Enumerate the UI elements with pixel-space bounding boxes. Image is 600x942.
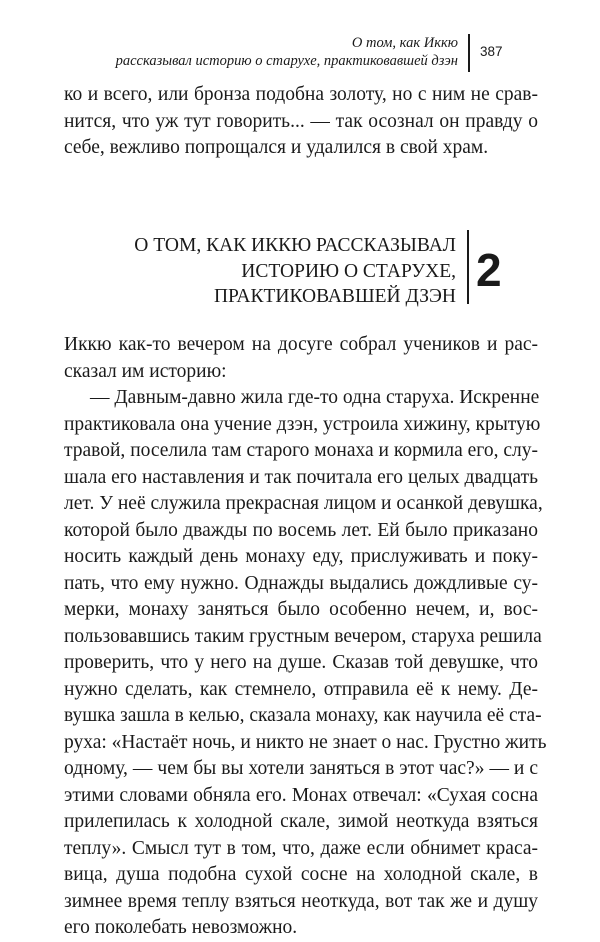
text-line: пать, что ему нужно. Однажды выдались дождливые су- [64, 572, 538, 594]
page-number: 387 [480, 44, 503, 59]
text-line: его поколебать невозможно. [64, 917, 298, 938]
text-line: сказал им историю: [64, 360, 227, 382]
text-line: себе, вежливо попрощался и удалился в свой храм. [64, 137, 489, 158]
text-line: лет. У неё служила прекрасная лицом и осанкой девушка, [64, 493, 543, 514]
text-line: которой было дважды по восемь лет. Ей было приказано [64, 519, 538, 541]
text-line: Иккю как-то вечером на досуге собрал учеников и рас- [64, 334, 538, 355]
text-line: одному, — чем бы вы хотели заняться в этот час?» — и с [64, 758, 538, 779]
text-line: этими словами обняла его. Монах отвечал: «Сухая сосна [64, 784, 538, 806]
top-paragraph [64, 82, 538, 162]
text-line: руха: «Настаёт ночь, и никто не знает о нас. Грустно жить [64, 731, 547, 753]
text-line: практиковала она учение дзэн, устроила хижину, крытую [64, 413, 541, 435]
text-line: — Давным-давно жила где-то одна старуха. Искренне [90, 387, 540, 408]
chapter-title [0, 233, 456, 310]
running-title-line-2: рассказывал историю о старухе, практиковавшей дзэн [115, 53, 458, 69]
chapter-title-line-2: ИСТОРИЮ О СТАРУХЕ, [241, 260, 456, 282]
text-line: теплу». Смысл тут в том, что, даже если обнимет краса- [64, 837, 538, 859]
text-line: ко и всего, или бронза подобна золоту, но с ним не срав- [64, 84, 538, 105]
text-line: вица, душа подобна сухой сосне на холодной скале, в [64, 864, 538, 885]
text-line: носить каждый день монаху еду, прислуживать и поку- [64, 546, 538, 567]
text-line: вушка зашла в келью, сказала монаху, как научила её ста- [64, 705, 542, 726]
text-line: проверить, что у него на душе. Сказав той девушке, что [64, 652, 538, 673]
text-line: шала его наставления и так почитала его целых двадцать [64, 466, 538, 488]
text-line: зимнее время теплу взяться неоткуда, вот так же и душу [64, 890, 538, 912]
text-line: нужно сделать, как стемнело, отправила её к нему. Де- [64, 678, 538, 700]
chapter-divider [467, 230, 469, 304]
text-line: нится, что уж тут говорить... — так осознал он правду о [64, 110, 538, 132]
body-text [64, 332, 547, 942]
running-title-line-1: О том, как Иккю [351, 35, 458, 51]
text-line: мерки, монаху заняться было особенно нечем, и, вос- [64, 599, 538, 620]
header-divider [468, 34, 470, 72]
chapter-title-line-1: О ТОМ, КАК ИККЮ РАССКАЗЫВАЛ [134, 235, 456, 256]
text-line: пользовавшись таким грустным вечером, старуха решила [64, 625, 542, 647]
chapter-title-line-3: ПРАКТИКОВАВШЕЙ ДЗЭН [213, 286, 456, 307]
text-line: травой, поселила там старого монаха и кормила его, слу- [64, 440, 538, 461]
text-line: прилепилась к холодной скале, зимой неоткуда взяться [64, 811, 538, 832]
running-header [0, 34, 458, 70]
chapter-number: 2 [476, 244, 502, 296]
